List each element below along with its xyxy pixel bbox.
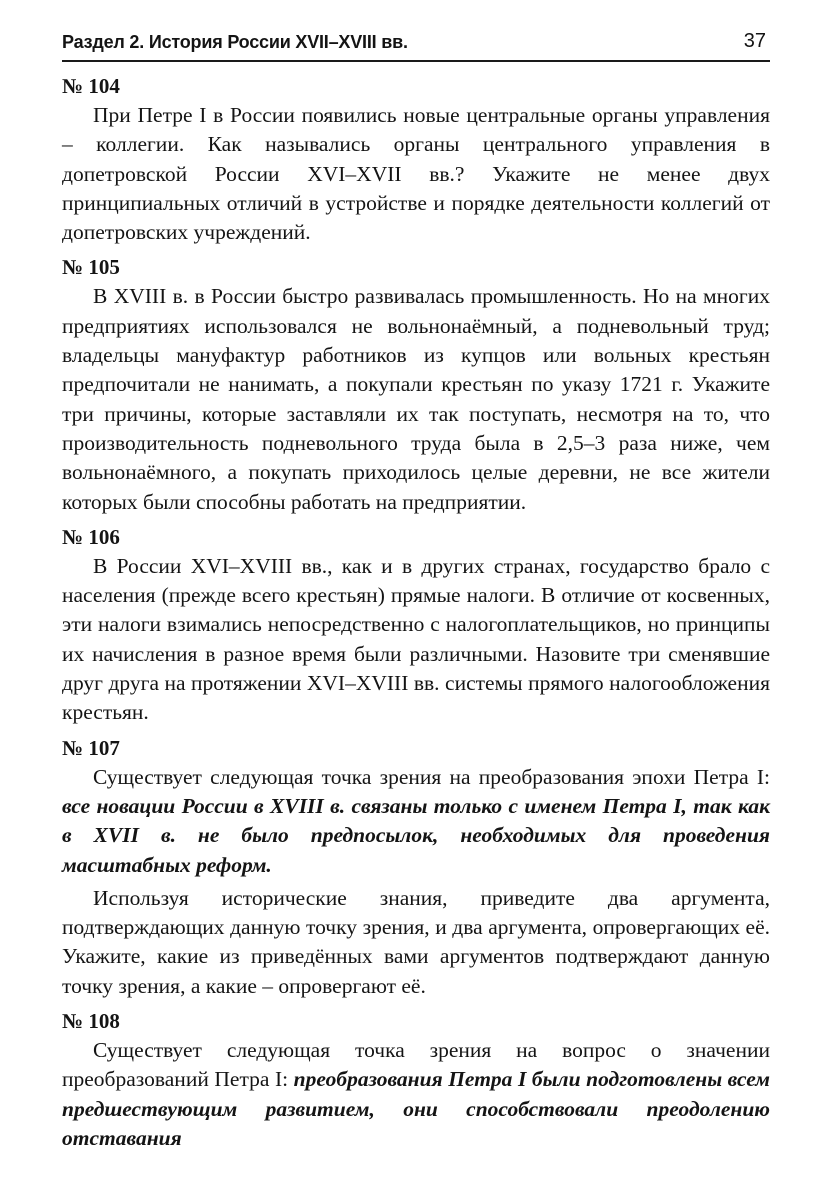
task-number: № 108	[62, 1009, 120, 1034]
task-intro: Существует следующая точка зрения на вопрос о значении преобразований Петра I:	[62, 1038, 770, 1092]
task-104	[62, 72, 770, 247]
task-108	[62, 1007, 770, 1153]
running-header	[62, 24, 770, 62]
task-text: В XVIII в. в России быстро развивалась промышленность. Но на многих предприятиях использовался не вольнонаёмный, а подневольный труд; владельцы мануфактур работников из купцов или вольных крестьян предпочитали не нанимать, а покупали крестьян по указу 1721 г. Укажите три причины, которые заставляли их так поступать, несмотря на то, что производительность подневольного труда была в 2,5–3 раза ниже, чем вольнонаёмного, а покупать приходилось целые деревни, не все жители которых были способны работать на предприятии.	[62, 284, 770, 514]
section-title: Раздел 2. История России XVII–XVIII вв.	[62, 32, 408, 52]
page-number: 37	[743, 30, 766, 52]
task-107	[62, 734, 770, 1001]
task-105	[62, 253, 770, 516]
task-number: № 106	[62, 524, 120, 549]
task-text	[62, 1036, 770, 1153]
task-intro: Существует следующая точка зрения на преобразования эпохи Петра I:	[93, 764, 770, 789]
task-number: № 105	[62, 255, 120, 280]
viewpoint-quote: преобразования Петра I были подготовлены всем предшествующим развитием, они способствовали преодолению отставания	[62, 1067, 770, 1150]
task-text	[62, 763, 770, 880]
page-content	[62, 72, 770, 1159]
task-text: В России XVI–XVIII вв., как и в других странах, государство брало с населения (прежде всего крестьян) прямые налоги. В отличие от косвенных, эти налоги взимались непосредственно с налогоплательщиков, но принципы их начисления в разное время были различными. Назовите три сменявшие друг друга на протяжении XVI–XVIII вв. системы прямого налогообложения крестьян.	[62, 553, 770, 725]
viewpoint-quote: все новации России в XVIII в. связаны только с именем Петра I, так как в XVII в. не было предпосылок, необходимых для проведения масштабных реформ.	[62, 793, 770, 877]
task-number: № 107	[62, 735, 120, 760]
task-text: При Петре I в России появились новые центральные органы управления – коллегии. Как назывались органы центрального управления в допетровской России XVI–XVII вв.? Укажите не менее двух принципиальных отличий в устройстве и порядке деятельности коллегий от допетровских учреждений.	[62, 103, 770, 245]
task-question: Используя исторические знания, приведите два аргумента, подтверждающих данную точку зрения, и два аргумента, опровергающих её. Укажите, какие из приведённых вами аргументов подтверждают данную точку зрения, а какие – опровергают её.	[62, 885, 770, 998]
task-number: № 104	[62, 74, 120, 98]
task-106	[62, 523, 770, 728]
